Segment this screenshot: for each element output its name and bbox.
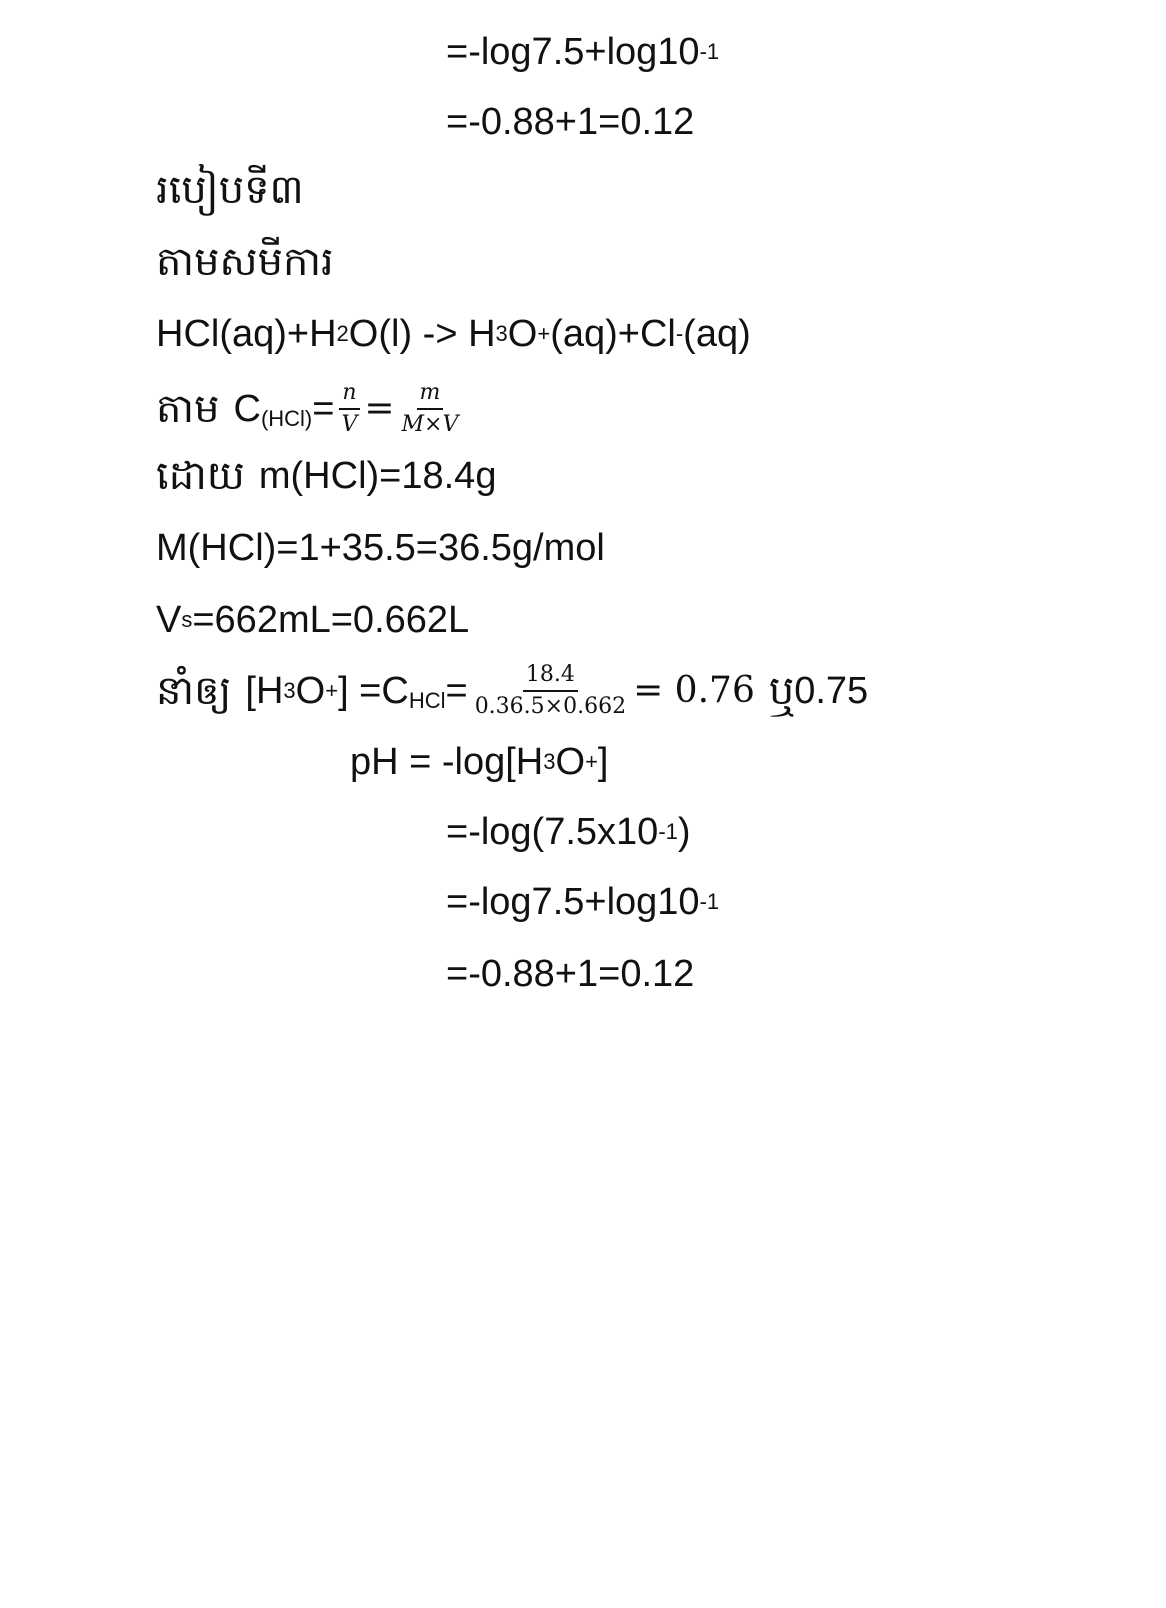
eq-part: ] [597,741,609,783]
eq-part: HCl(aq)+H [156,313,337,355]
eq-part: ) [677,811,691,853]
eq-part: O [507,313,538,355]
by-equation-label [156,240,334,284]
hydronium-concentration-line: នាំឲ្យ [H 3 O + ] =C HCl = $\frac{18.4}{0.36.5\times 0.662}$ = 0.76 ឬ 0.75 [156,660,868,722]
fraction-numerator: m [417,380,444,410]
alternate-value: 0.75 [794,670,869,712]
khmer-word: ដោយ [156,453,245,499]
eq-part: =-log(7.5x10 [446,811,659,853]
fraction-numerator: n [339,380,359,410]
eq-text: =-log7.5+log10 [446,31,700,73]
eq-part: (aq) [683,313,751,355]
fraction-numerator: 18.4 [523,662,578,692]
eq-part: =-log7.5+log10 [446,881,700,923]
concentration-formula [156,378,465,440]
given-mass-line [156,454,496,498]
khmer-word: តាម [156,386,220,432]
fraction-n-over-v [338,380,360,438]
eq-text: m(HCl)=18.4g [258,455,497,497]
eq-part: ] =C [338,670,409,712]
equation-line-result [446,952,694,996]
fraction-denominator: 0.36.5×0.662 [474,694,627,719]
equation-line-log-sum: =-log7.5+log10 -1 [446,881,720,923]
khmer-word: ឬ [768,668,795,714]
eq-part: =662mL=0.662L [192,599,470,641]
fraction-denominator: M×V [401,412,459,437]
equation-line-result-top [446,100,694,144]
eq-part: pH = -log[H [350,741,544,783]
subscript: (HCl) [260,406,313,431]
eq-part: = [445,670,468,712]
result-value: = 0.76 [633,670,755,711]
label-text: តាមសមីការ [156,239,334,285]
equation-line-log-product: =-log(7.5x10 -1 ) [446,811,691,853]
fraction-m-over-mv [399,380,462,438]
volume-line: V s =662mL=0.662L [156,599,470,641]
eq-part: O(l) -> H [348,313,496,355]
eq-part: O [555,741,586,783]
equation-line-log-sum-top: =-log7.5+log10 -1 [446,31,720,73]
eq-part: = [364,388,395,429]
eq-part: = [312,388,335,430]
method-heading [156,168,304,212]
eq-part: O [295,670,326,712]
fraction-concentration [472,662,629,720]
eq-part: C [233,388,261,430]
ph-definition-line: pH = -log[H 3 O + ] [350,741,609,783]
molar-mass-line [156,526,605,570]
heading-text: របៀបទី៣ [156,167,304,213]
eq-text: M(HCl)=1+35.5=36.5g/mol [156,527,605,569]
khmer-word: នាំឲ្យ [156,668,232,714]
reaction-equation: HCl(aq)+H 2 O(l) -> H 3 O + (aq)+Cl - (aq) [156,313,751,355]
eq-text: =-0.88+1=0.12 [446,953,695,995]
eq-text: =-0.88+1=0.12 [446,101,695,143]
eq-part: V [156,599,182,641]
subscript: HCl [408,688,446,713]
eq-part: (aq)+Cl [550,313,676,355]
fraction-denominator: V [341,412,358,437]
eq-part: [H [245,670,284,712]
